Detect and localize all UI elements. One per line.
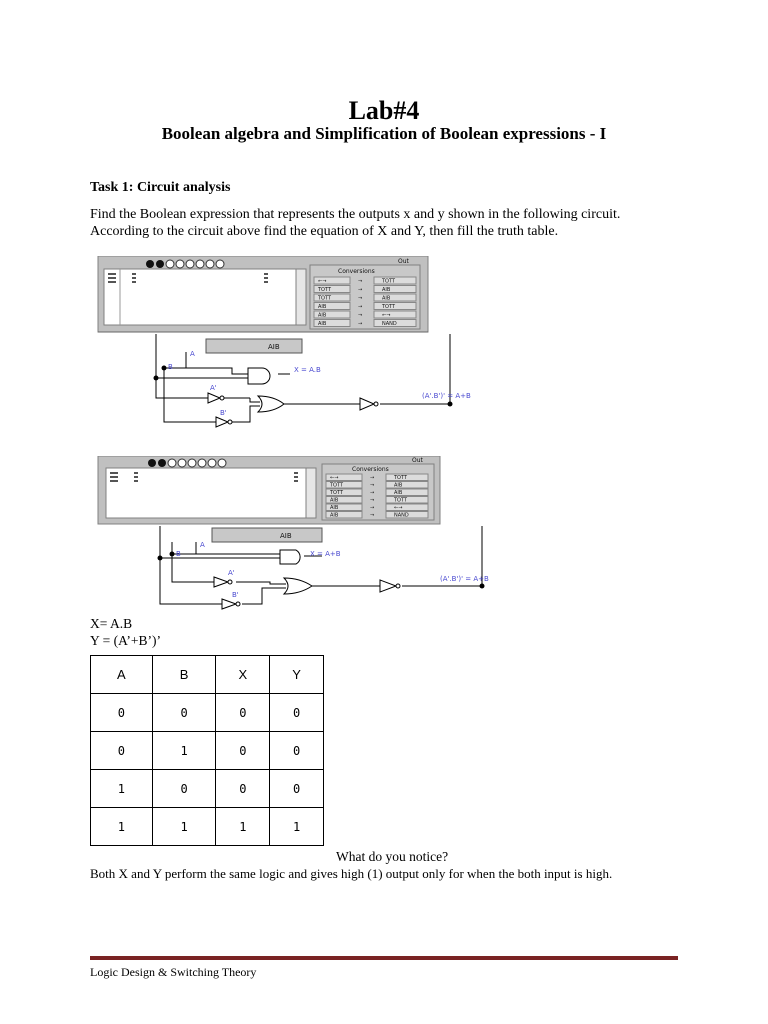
conversions-title: Conversions bbox=[352, 466, 389, 473]
conversion-to: NAND bbox=[382, 321, 397, 327]
table-row bbox=[91, 694, 324, 732]
led-indicator bbox=[216, 260, 224, 268]
notice-question: What do you notice? bbox=[336, 849, 449, 864]
not-bubble bbox=[374, 402, 378, 406]
equation-x: X= A.B bbox=[90, 616, 133, 631]
or-gate bbox=[284, 578, 312, 594]
not-bubble bbox=[228, 420, 232, 424]
led-indicator bbox=[218, 459, 226, 467]
wiring bbox=[156, 334, 450, 422]
conversion-from: AIB bbox=[318, 312, 327, 319]
conversion-arrow: → bbox=[358, 321, 363, 327]
led-indicator bbox=[196, 260, 204, 268]
table-entry bbox=[110, 476, 118, 478]
task-heading: Task 1: Circuit analysis bbox=[90, 180, 231, 195]
circuit-diagram-2 bbox=[90, 456, 540, 616]
led-indicator bbox=[166, 260, 174, 268]
conversion-button[interactable] bbox=[374, 286, 416, 293]
table-entry bbox=[264, 277, 268, 279]
table-cell: 0 bbox=[91, 694, 153, 732]
conversion-button[interactable] bbox=[386, 504, 428, 511]
table-entry bbox=[108, 273, 116, 275]
table-row bbox=[91, 770, 324, 808]
table-cell: 0 bbox=[152, 770, 216, 808]
circuit-diagram-1 bbox=[90, 256, 540, 436]
table-cell: 1 bbox=[152, 808, 216, 846]
conversion-arrow: → bbox=[370, 475, 375, 481]
table-entry bbox=[132, 273, 136, 275]
junction-dot bbox=[480, 584, 485, 589]
conversion-to: ←→ bbox=[394, 505, 403, 511]
page-title: Lab#4 bbox=[348, 96, 420, 125]
not-bubble bbox=[396, 584, 400, 588]
junction-dot bbox=[448, 402, 453, 407]
conversion-arrow: → bbox=[370, 490, 375, 496]
conversion-arrow: → bbox=[358, 278, 363, 285]
conversion-to: TOTT bbox=[394, 475, 408, 481]
table-cell: 1 bbox=[216, 808, 270, 846]
output-x-label: X = A.B bbox=[294, 366, 321, 374]
led-indicator bbox=[188, 459, 196, 467]
led-indicator bbox=[176, 260, 184, 268]
conversion-arrow: → bbox=[370, 497, 375, 504]
and-gate bbox=[248, 368, 270, 384]
table-entry bbox=[264, 281, 268, 283]
conversion-to: AIB bbox=[382, 295, 391, 302]
scrollbar[interactable] bbox=[306, 468, 316, 518]
junction-dot bbox=[154, 376, 159, 381]
not-gate-b bbox=[222, 599, 236, 609]
table-entry bbox=[134, 476, 138, 478]
circuit-figure-1 bbox=[90, 256, 540, 436]
conversion-to: TOTT bbox=[382, 304, 396, 310]
conversion-from: AIB bbox=[318, 321, 327, 327]
not-gate-out bbox=[360, 398, 374, 410]
gate-strip bbox=[212, 528, 322, 542]
led-indicator bbox=[148, 459, 156, 467]
led-indicator bbox=[178, 459, 186, 467]
conversion-button[interactable] bbox=[386, 482, 428, 489]
gate-strip-label: AIB bbox=[268, 343, 280, 351]
table-header-row bbox=[91, 656, 324, 694]
conversion-arrow: → bbox=[358, 304, 363, 310]
table-cell: 1 bbox=[91, 770, 153, 808]
junction-dot bbox=[162, 366, 167, 371]
not-bubble bbox=[228, 580, 232, 584]
table-cell: 1 bbox=[270, 808, 324, 846]
table-entry bbox=[264, 273, 268, 275]
conversion-button[interactable] bbox=[386, 489, 428, 496]
page-subtitle: Boolean algebra and Simplification of Boolean expressions - I bbox=[161, 124, 607, 143]
junction-dot bbox=[158, 556, 163, 561]
column-header: X bbox=[216, 656, 270, 694]
conversion-to: AIB bbox=[382, 287, 391, 293]
wire-label-b: B bbox=[176, 550, 181, 558]
wire-label-b-not: B' bbox=[232, 591, 239, 599]
conversion-arrow: → bbox=[358, 295, 363, 302]
table-entry bbox=[294, 480, 298, 482]
or-gate bbox=[258, 396, 284, 412]
not-gate-out bbox=[380, 580, 396, 592]
conversion-arrow: → bbox=[370, 512, 375, 519]
table-entry bbox=[294, 472, 298, 474]
table-cell: 0 bbox=[91, 732, 153, 770]
column-header: Y bbox=[270, 656, 324, 694]
conversion-button[interactable] bbox=[374, 294, 416, 301]
table-entry bbox=[134, 480, 138, 482]
output-y-label: (A'.B')' = A+B bbox=[422, 392, 471, 400]
table-entry bbox=[108, 277, 116, 279]
led-indicator bbox=[186, 260, 194, 268]
led-indicator bbox=[146, 260, 154, 268]
conversion-from: AIB bbox=[330, 512, 339, 519]
task-instruction-2: According to the circuit above find the equation of X and Y, then fill the truth table. bbox=[90, 224, 559, 239]
notice-answer: Both X and Y perform the same logic and gives high (1) output only for when the both input is high. bbox=[90, 866, 613, 881]
out-label: Out bbox=[398, 258, 409, 265]
table-cell: 0 bbox=[270, 732, 324, 770]
not-gate-a bbox=[208, 393, 220, 403]
table-row bbox=[91, 808, 324, 846]
table-entry bbox=[108, 281, 116, 283]
conversion-to: ←→ bbox=[382, 312, 391, 319]
conversion-from: AIB bbox=[330, 497, 339, 504]
conversion-to: AIB bbox=[394, 490, 403, 496]
table-entry bbox=[134, 472, 138, 474]
conversion-to: AIB bbox=[394, 482, 403, 489]
table-entry bbox=[132, 277, 136, 279]
conversion-to: TOTT bbox=[382, 278, 396, 285]
column-header: A bbox=[91, 656, 153, 694]
conversion-arrow: → bbox=[358, 312, 363, 319]
table-cell: 0 bbox=[152, 694, 216, 732]
conversion-to: NAND bbox=[394, 512, 409, 519]
table-cell: 1 bbox=[91, 808, 153, 846]
conversion-arrow: → bbox=[358, 287, 363, 293]
table-cell: 0 bbox=[216, 770, 270, 808]
not-gate-b bbox=[216, 417, 228, 427]
conversion-from: TOTT bbox=[318, 287, 332, 293]
table-cell: 0 bbox=[216, 732, 270, 770]
footer-text: Logic Design & Switching Theory bbox=[90, 965, 257, 979]
not-bubble bbox=[236, 602, 240, 606]
wire-label-a: A bbox=[190, 350, 195, 358]
conversion-button[interactable] bbox=[374, 311, 416, 318]
table-row bbox=[91, 732, 324, 770]
conversion-from: TOTT bbox=[330, 482, 344, 489]
gate-strip bbox=[206, 339, 302, 353]
led-indicator bbox=[168, 459, 176, 467]
scrollbar[interactable] bbox=[296, 269, 306, 325]
footer-divider bbox=[90, 956, 678, 960]
conversion-from: ←→ bbox=[330, 475, 339, 481]
and-gate bbox=[280, 550, 300, 564]
led-indicator bbox=[158, 459, 166, 467]
table-cell: 0 bbox=[216, 694, 270, 732]
table-cell: 0 bbox=[270, 694, 324, 732]
truth-table bbox=[90, 655, 324, 846]
circuit-figure-2 bbox=[90, 456, 540, 616]
led-indicator bbox=[206, 260, 214, 268]
conversion-arrow: → bbox=[370, 505, 375, 511]
table-cell: 1 bbox=[152, 732, 216, 770]
wire-label-a: A bbox=[200, 541, 205, 549]
conversions-title: Conversions bbox=[338, 268, 375, 275]
led-indicator bbox=[208, 459, 216, 467]
output-y-label: (A'.B')' = A+B bbox=[440, 575, 489, 583]
table-entry bbox=[110, 472, 118, 474]
wire-label-b-not: B' bbox=[220, 409, 227, 417]
conversion-from: TOTT bbox=[330, 490, 344, 496]
output-x-label: X = A+B bbox=[310, 550, 341, 558]
led-indicator bbox=[198, 459, 206, 467]
not-bubble bbox=[220, 396, 224, 400]
wire-label-b: B bbox=[168, 363, 173, 371]
wire-label-a-not: A' bbox=[210, 384, 217, 392]
equation-y: Y = (A’+B’)’ bbox=[90, 633, 161, 648]
conversion-from: AIB bbox=[318, 304, 327, 310]
task-instruction-1: Find the Boolean expression that represents the outputs x and y shown in the following circuit. bbox=[90, 207, 621, 222]
wire-label-a-not: A' bbox=[228, 569, 235, 577]
led-indicator bbox=[156, 260, 164, 268]
table-entry bbox=[110, 480, 118, 482]
conversion-from: ←→ bbox=[318, 278, 327, 285]
junction-dot bbox=[170, 552, 175, 557]
gate-strip-label: AIB bbox=[280, 532, 292, 540]
table-entry bbox=[132, 281, 136, 283]
column-header: B bbox=[152, 656, 216, 694]
truth-table-panel bbox=[106, 468, 306, 518]
conversion-to: TOTT bbox=[394, 497, 408, 504]
conversion-from: TOTT bbox=[318, 295, 332, 302]
not-gate-a bbox=[214, 577, 228, 587]
conversion-from: AIB bbox=[330, 505, 339, 511]
table-entry bbox=[294, 476, 298, 478]
conversion-arrow: → bbox=[370, 482, 375, 489]
table-cell: 0 bbox=[270, 770, 324, 808]
out-label: Out bbox=[412, 457, 423, 464]
